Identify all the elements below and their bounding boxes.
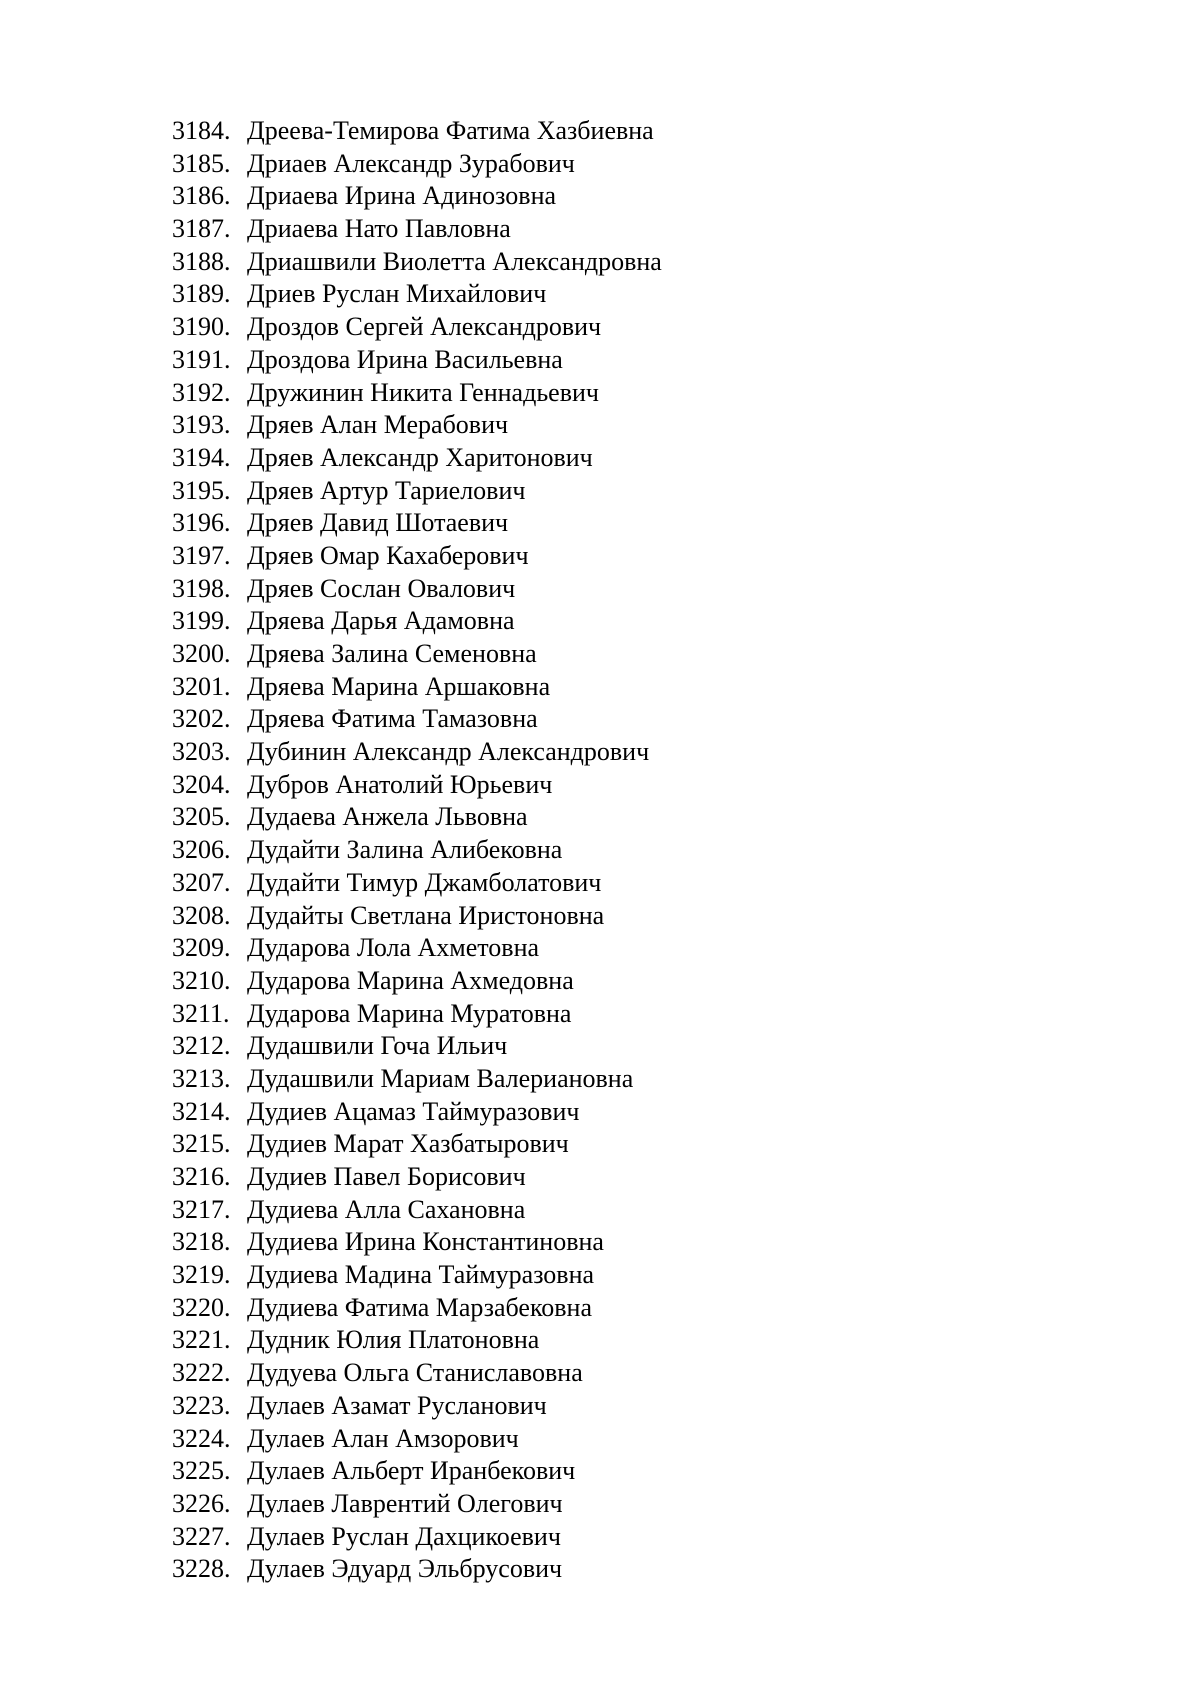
list-item — [172, 148, 662, 181]
list-item — [172, 769, 662, 802]
entry-name: Дряев Александр Харитонович — [247, 442, 593, 472]
list-item — [172, 638, 662, 671]
entry-name: Дудиева Мадина Таймуразовна — [247, 1260, 595, 1290]
list-item — [172, 344, 662, 377]
entry-number: 3218. — [172, 1227, 231, 1257]
entry-number: 3206. — [172, 835, 231, 865]
list-item — [172, 1063, 662, 1096]
entry-number: 3217. — [172, 1194, 231, 1224]
list-item — [172, 1553, 662, 1586]
entry-number: 3199. — [172, 606, 231, 636]
entry-name: Дриев Руслан Михайлович — [247, 279, 547, 309]
entry-name: Дреева-Темирова Фатима Хазбиевна — [247, 116, 654, 145]
entry-name: Дряева Залина Семеновна — [247, 639, 537, 668]
entry-number: 3209. — [172, 933, 231, 963]
entry-number: 3210. — [172, 965, 231, 995]
entry-number: 3186. — [172, 181, 231, 211]
entry-number: 3212. — [172, 1031, 231, 1061]
entry-number: 3215. — [172, 1129, 231, 1159]
entry-name: Дудиев Марат Хазбатырович — [247, 1129, 569, 1159]
entry-number: 3192. — [172, 377, 231, 407]
list-item — [172, 867, 662, 900]
entry-number: 3195. — [172, 475, 231, 505]
entry-name: Дряева Марина Аршаковна — [247, 671, 551, 701]
entry-name: Дудайти Тимур Джамболатович — [247, 867, 602, 897]
list-item — [172, 377, 662, 410]
entry-number: 3185. — [172, 148, 231, 178]
entry-name: Дулаев Алан Амзорович — [247, 1423, 519, 1453]
list-item — [172, 801, 662, 834]
entry-number: 3193. — [172, 410, 231, 440]
entry-number: 3216. — [172, 1162, 231, 1191]
entry-number: 3222. — [172, 1358, 231, 1388]
entry-number: 3225. — [172, 1456, 231, 1486]
entry-name: Дудиев Ацамаз Таймуразович — [247, 1096, 580, 1126]
entry-name: Дудиева Ирина Константиновна — [247, 1227, 604, 1257]
entry-number: 3211. — [172, 998, 230, 1028]
list-item — [172, 605, 662, 638]
entry-name: Дриаева Нато Павловна — [247, 214, 511, 244]
entry-name: Дряева Фатима Тамазовна — [247, 704, 538, 734]
entry-number: 3188. — [172, 246, 231, 276]
entry-number: 3189. — [172, 279, 231, 309]
entry-number: 3219. — [172, 1260, 231, 1290]
list-item — [172, 736, 662, 769]
entry-number: 3203. — [172, 737, 231, 767]
entry-name: Дударова Марина Муратовна — [247, 998, 572, 1028]
list-item — [172, 475, 662, 508]
entry-number: 3200. — [172, 639, 231, 668]
list-item — [172, 1030, 662, 1063]
list-item — [172, 180, 662, 213]
entry-name: Дряев Артур Тариелович — [247, 475, 526, 505]
list-item — [172, 932, 662, 965]
entry-name: Дудашвили Гоча Ильич — [247, 1031, 508, 1061]
list-item — [172, 1292, 662, 1325]
entry-number: 3207. — [172, 867, 231, 897]
entry-name: Дроздов Сергей Александрович — [247, 312, 602, 342]
entry-name: Дудайти Залина Алибековна — [247, 835, 563, 865]
entry-number: 3226. — [172, 1488, 231, 1518]
entry-number: 3198. — [172, 573, 231, 603]
list-item — [172, 965, 662, 998]
list-item — [172, 834, 662, 867]
entry-number: 3194. — [172, 442, 231, 472]
list-item — [172, 409, 662, 442]
entry-number: 3196. — [172, 508, 231, 538]
list-item — [172, 1096, 662, 1129]
list-item — [172, 213, 662, 246]
entry-name: Дряев Сослан Овалович — [247, 573, 516, 603]
list-item — [172, 507, 662, 540]
list-item — [172, 540, 662, 573]
list-item — [172, 1259, 662, 1292]
list-item — [172, 1226, 662, 1259]
entry-name: Дроздова Ирина Васильевна — [247, 344, 563, 374]
list-item — [172, 703, 662, 736]
list-item — [172, 115, 662, 148]
list-item — [172, 900, 662, 933]
entry-name: Дряев Давид Шотаевич — [247, 508, 509, 538]
entry-name: Дряева Дарья Адамовна — [247, 606, 515, 636]
entry-name: Дулаев Азамат Русланович — [247, 1390, 547, 1420]
entry-number: 3197. — [172, 540, 231, 570]
list-item — [172, 1423, 662, 1456]
entry-name: Дударова Лола Ахметовна — [247, 933, 540, 963]
entry-name: Дудиев Павел Борисович — [247, 1162, 526, 1191]
entry-number: 3220. — [172, 1292, 231, 1322]
entry-number: 3191. — [172, 344, 231, 374]
entry-number: 3221. — [172, 1325, 231, 1355]
entry-number: 3205. — [172, 802, 231, 832]
list-item — [172, 1161, 662, 1194]
entry-name: Дудашвили Мариам Валериановна — [247, 1063, 634, 1093]
entry-name: Дружинин Никита Геннадьевич — [247, 377, 599, 407]
list-item — [172, 1390, 662, 1423]
entry-number: 3223. — [172, 1390, 231, 1420]
list-item — [172, 1488, 662, 1521]
entry-name: Дударова Марина Ахмедовна — [247, 965, 574, 995]
entry-name: Дудаева Анжела Львовна — [247, 802, 528, 832]
entry-name: Дулаев Руслан Дахцикоевич — [247, 1521, 561, 1551]
list-item — [172, 573, 662, 606]
entry-name: Дриаев Александр Зурабович — [247, 148, 575, 178]
list-item — [172, 246, 662, 279]
entry-name: Дудиева Фатима Марзабековна — [247, 1292, 593, 1322]
entry-number: 3224. — [172, 1423, 231, 1453]
entry-number: 3187. — [172, 214, 231, 244]
entry-name: Дулаев Эдуард Эльбрусович — [247, 1554, 563, 1584]
list-item — [172, 1521, 662, 1554]
entry-number: 3204. — [172, 769, 231, 799]
list-item — [172, 1455, 662, 1488]
entry-number: 3227. — [172, 1521, 231, 1551]
entry-number: 3213. — [172, 1063, 231, 1093]
name-list — [172, 115, 662, 1586]
list-item — [172, 1324, 662, 1357]
entry-name: Дудиева Алла Сахановна — [247, 1194, 526, 1224]
entry-name: Дриашвили Виолетта Александровна — [247, 246, 662, 276]
entry-number: 3228. — [172, 1554, 231, 1584]
entry-name: Дубинин Александр Александрович — [247, 737, 650, 767]
entry-number: 3201. — [172, 671, 231, 701]
entry-name: Дулаев Лаврентий Олегович — [247, 1488, 563, 1518]
list-item — [172, 671, 662, 704]
list-item — [172, 278, 662, 311]
list-item — [172, 442, 662, 475]
entry-number: 3214. — [172, 1096, 231, 1126]
entry-name: Дудуева Ольга Станиславовна — [247, 1358, 583, 1388]
list-item — [172, 1128, 662, 1161]
entry-number: 3202. — [172, 704, 231, 734]
entry-name: Дудник Юлия Платоновна — [247, 1325, 540, 1355]
entry-number: 3184. — [172, 116, 231, 145]
list-item — [172, 998, 662, 1031]
entry-number: 3208. — [172, 900, 231, 930]
list-item — [172, 311, 662, 344]
list-item — [172, 1194, 662, 1227]
entry-name: Дряев Алан Мерабович — [247, 410, 509, 440]
entry-name: Дряев Омар Кахаберович — [247, 540, 529, 570]
entry-name: Дриаева Ирина Адинозовна — [247, 181, 557, 211]
entry-name: Дудайты Светлана Иристоновна — [247, 900, 605, 930]
list-item — [172, 1357, 662, 1390]
entry-name: Дулаев Альберт Иранбекович — [247, 1456, 576, 1486]
entry-name: Дубров Анатолий Юрьевич — [247, 769, 553, 799]
entry-number: 3190. — [172, 312, 231, 342]
